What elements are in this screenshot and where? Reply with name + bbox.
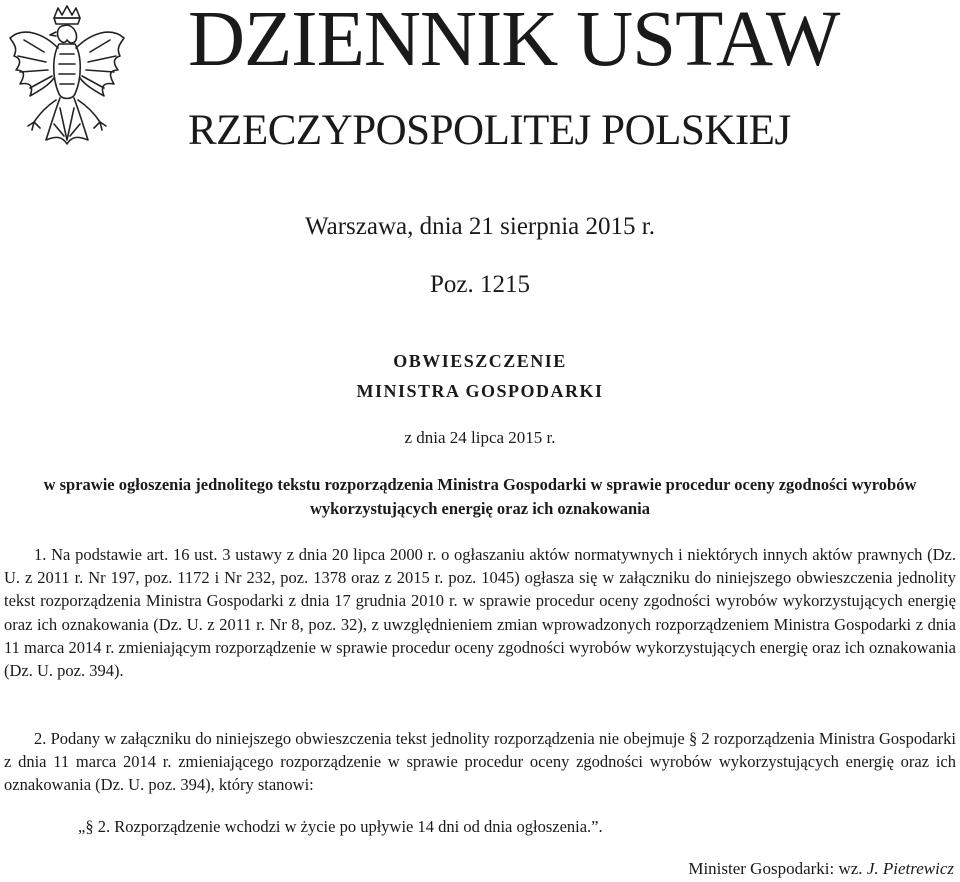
act-date: z dnia 24 lipca 2015 r. [404, 428, 556, 447]
position-number: Poz. 1215 [430, 271, 530, 298]
white-eagle-emblem-icon [4, 4, 130, 162]
issue-date: Warszawa, dnia 21 sierpnia 2015 r. [305, 213, 655, 240]
act-kind: OBWIESZCZENIE [393, 351, 567, 371]
quoted-provision: „§ 2. Rozporządzenie wchodzi w życie po upływie 14 dni od dnia ogłoszenia.”. [78, 817, 603, 836]
signature-block [688, 857, 954, 881]
gazette-subtitle: RZECZYPOSPOLITEJ POLSKIEJ [188, 107, 791, 154]
act-subject: w sprawie ogłoszenia jednolitego tekstu rozporządzenia Ministra Gospodarki w sprawie procedur oceny zgodności wyrobów wykorzystujących energię oraz ich oznakowania [43, 475, 917, 518]
signature-prefix: Minister Gospodarki: wz. [688, 859, 863, 878]
signatory-name: J. Pietrewicz [866, 859, 954, 878]
act-organ: MINISTRA GOSPODARKI [356, 381, 604, 401]
paragraph-2: 2. Podany w załączniku do niniejszego obwieszczenia tekst jednolity rozporządzenia nie obejmuje § 2 rozporządzenia Ministra Gospodarki z dnia 11 marca 2014 r. zmieniającego rozporządzenie w sprawie procedur oceny zgodności wyrobów wykorzystujących energię oraz ich oznakowania (Dz. U. poz. 394), który stanowi: [4, 729, 956, 795]
paragraph-1: 1. Na podstawie art. 16 ust. 3 ustawy z dnia 20 lipca 2000 r. o ogłaszaniu aktów normatywnych i niektórych innych aktów prawnych (Dz. U. z 2011 r. Nr 197, poz. 1172 i Nr 232, poz. 1378 oraz z 2015 r. poz. 1045) ogłasza się w załączniku do niniejszego obwieszczenia jednolity tekst rozporządzenia Ministra Gospodarki z dnia 17 grudnia 2010 r. w sprawie procedur oceny zgodności wyrobów wykorzystujących energię oraz ich oznakowania (Dz. U. z 2011 r. Nr 8, poz. 32), z uwzględnieniem zmian wprowadzonych rozporządzeniem Ministra Gospodarki z dnia 11 marca 2014 r. zmieniającym rozporządzenie w sprawie procedur oceny zgodności wyrobów wykorzystujących energię oraz ich oznakowania (Dz. U. poz. 394). [4, 545, 956, 681]
gazette-title: DZIENNIK USTAW [188, 0, 840, 83]
